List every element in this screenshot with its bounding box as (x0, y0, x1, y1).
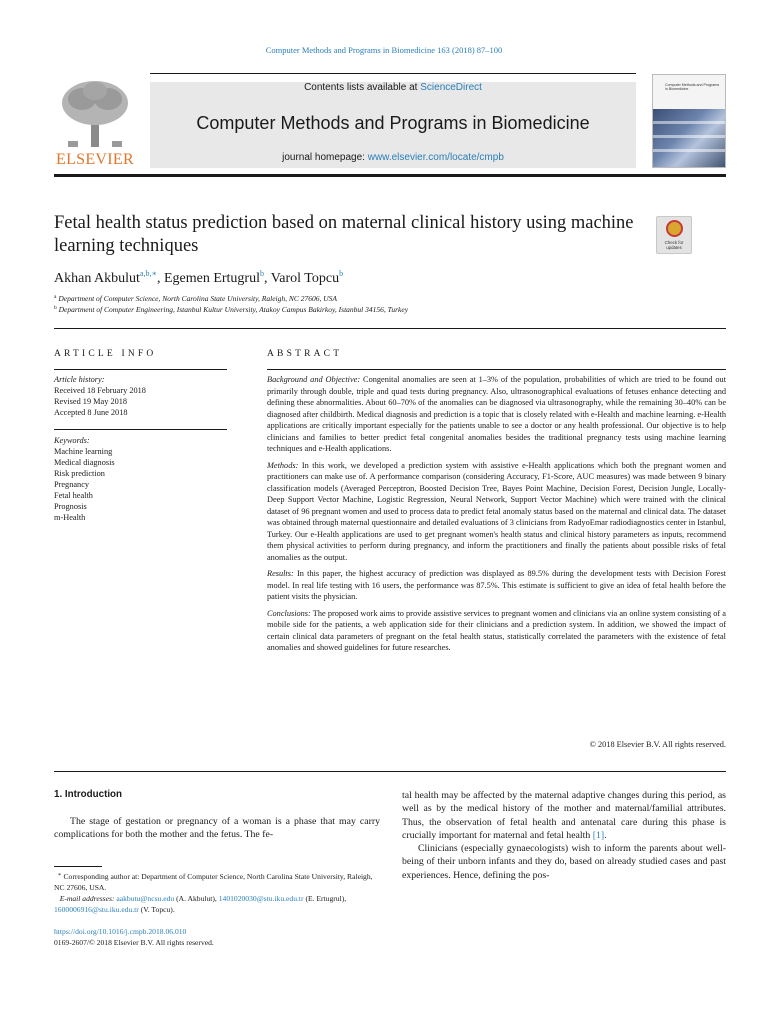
corresponding-author-footnote (54, 870, 380, 894)
check-for-updates-button[interactable] (656, 216, 692, 254)
body-paragraph: Clinicians (especially gynaecologists) wish to inform the parents about well-being of their unborn infants and they do, based on already studied cases and past experiences. Hence, defining the pos- (402, 843, 726, 881)
email-footnote (54, 894, 380, 916)
email-link[interactable]: 1600006916@stu.iku.edu.tr (54, 904, 139, 914)
elsevier-tree-icon (58, 79, 132, 149)
abstract-copyright: © 2018 Elsevier B.V. All rights reserved. (589, 740, 726, 749)
contents-line (150, 82, 636, 93)
abstract-section-label: Methods: (267, 460, 299, 470)
introduction-paragraph: The stage of gestation or pregnancy of a woman is a phase that may carry complications for both the mother and the fetus. The fe- (54, 816, 380, 841)
abstract-rule (267, 369, 726, 370)
cover-stripe (653, 149, 725, 152)
elsevier-logo (54, 79, 136, 169)
paragraph-text: . (604, 829, 607, 841)
cover-title: Computer Methods and Programs in Biomedicine (665, 83, 720, 92)
keywords (54, 435, 227, 523)
abstract-section-label: Conclusions: (267, 608, 311, 618)
affiliation-b (54, 305, 408, 314)
article-history-label: Article history: (54, 375, 105, 384)
article-info-rule (54, 369, 227, 370)
revised-date: Revised 19 May 2018 (54, 397, 128, 406)
abstract-heading: ABSTRACT (267, 349, 343, 359)
cover-header (653, 75, 725, 109)
author-affiliation-marker[interactable]: b (259, 269, 264, 278)
cover-stripe (653, 121, 725, 124)
keyword: Medical diagnosis (54, 458, 115, 467)
email-label: E-mail addresses: (59, 894, 115, 903)
author-name[interactable]: Akhan Akbulut (54, 271, 140, 286)
publisher-name: ELSEVIER (56, 151, 134, 168)
abstract-conclusions (267, 608, 726, 654)
header-bottom-rule (54, 174, 726, 177)
section-heading-introduction: 1. Introduction (54, 789, 123, 800)
affiliation-rule (54, 328, 726, 329)
header-top-rule (150, 73, 636, 74)
contents-prefix: Contents lists available at (304, 82, 421, 93)
footnote-marker: ∗ (57, 872, 62, 878)
abstract-methods (267, 460, 726, 564)
keyword: Pregnancy (54, 480, 90, 489)
right-column-text (402, 789, 726, 882)
affiliation-key: a (54, 294, 57, 300)
received-date: Received 18 February 2018 (54, 386, 146, 395)
keywords-label: Keywords: (54, 436, 90, 445)
email-owner: (E. Ertugrul), (303, 894, 347, 903)
affiliation-a (54, 294, 337, 303)
email-owner: (V. Topcu). (138, 904, 175, 914)
abstract-section-text: In this work, we developed a prediction system with assistive e-Health applications which both the pregnant women and practitioners can make use of. A performance comparison (considering Accuracy, F1-Score, AUC measures) was made between 9 binary classification models (Averaged Perceptron, Boosted Decision Tree, Bayes Point Machine, Decision Forest, Decision Jungle, Locally-Deep Support Vector Machine, Logistic Regression, Neural Network, Support Vector Machine) which were trained with the clinical dataset of 96 pregnant women and used to process data to predict fetal anomaly status based on the maternal and clinical data. The dataset was obtained through maternal questionnaire and detailed evaluations of 3 clinicians from RadyoEmar radiodiagnostics center in Istanbul, Turkey. Our e-Health applications are used to get pregnant women's health status and clinical history parameters as inputs, recommend them physical activities to perform during pregnancy, and inform the practitioners and finally the patients about possible risks of fetal anomalies as the output. (267, 460, 726, 562)
paragraph-text: tal health may be affected by the maternal adaptive changes during this period, as well as by the medical history of the mother and maternal/familial attributes. Thus, the observation of fetal health and antenatal care during this phase is crucially important for maternal and fetal health (402, 790, 726, 841)
abstract-section-text: In this paper, the highest accuracy of prediction was displayed as 89.5% during the development tests with Decision Forest model. In real life testing with 16 users, the performance was 87.5%. This estimate is sufficient to give an idea of fetal health before the patient visits the physician. (267, 569, 726, 601)
author-separator: , (156, 271, 164, 286)
accepted-date: Accepted 8 June 2018 (54, 408, 128, 417)
keyword: Fetal health (54, 491, 93, 500)
author-affiliation-marker[interactable]: b (339, 269, 344, 278)
journal-reference-link[interactable]: Computer Methods and Programs in Biomedicine 163 (2018) 87–100 (265, 45, 503, 55)
author-name[interactable]: Varol Topcu (270, 271, 340, 286)
abstract-bottom-rule (54, 771, 726, 772)
keyword: m-Health (54, 513, 86, 522)
footnote-rule (54, 866, 102, 867)
affiliation-text: Department of Computer Engineering, Istanbul Kultur University, Atakoy Campus Bakirkoy, Istanbul 34156, Turkey (58, 305, 409, 314)
citation-link[interactable]: [1] (592, 829, 605, 841)
abstract-section-text: Congenital anomalies are seen at 1–3% of the population, probabilities of which are tried to be found out primarily through double, triple and quad tests during pregnancy. Also, ultrasonographical evaluations of fetuses enhance detecting and defining these abnormalities. About 60–70% of the anomalies can be diagnosed via ultrasonography, while the remaining 30–40% can be diagnosed after childbirth. Medical diagnosis and prediction is a topic that is closely related with e-Health and machine learning. e-Health applications are critically important especially for the patients unable to see a doctor or any health professional. Our objective is to help clinicians and families to better predict fetal congenital anomalies besides the traditional pregnancy tests using machine learning techniques and e-Health applications. (267, 375, 727, 453)
footnote-text: Corresponding author at: Department of Computer Science, North Carolina State University, Raleigh, NC 27606, USA. (54, 872, 373, 892)
author-separator: , (263, 271, 271, 286)
email-link[interactable]: 1401020030@stu.iku.edu.tr (218, 894, 304, 903)
email-owner: (A. Akbulut), (174, 894, 219, 903)
keyword: Risk prediction (54, 469, 105, 478)
doi-link[interactable] (54, 927, 186, 936)
cover-image (653, 109, 725, 168)
keyword: Machine learning (54, 447, 113, 456)
author-affiliation-marker[interactable]: a,b,∗ (139, 269, 157, 278)
abstract-section-label: Results: (267, 569, 294, 578)
author-list (54, 269, 343, 287)
abstract-results (267, 568, 726, 603)
journal-title: Computer Methods and Programs in Biomedicine (196, 113, 590, 133)
sciencedirect-link[interactable]: ScienceDirect (420, 82, 482, 93)
affiliation-text: Department of Computer Science, North Carolina State University, Raleigh, NC 27606, USA (58, 294, 337, 303)
article-title: Fetal health status prediction based on maternal clinical history using machine learning techniques (54, 213, 634, 256)
email-link[interactable]: aakbutu@ncsu.edu (116, 894, 175, 903)
history-rule (54, 429, 227, 430)
author-name[interactable]: Egemen Ertugrul (163, 271, 260, 286)
abstract-section-text: The proposed work aims to provide assistive services to pregnant women and clinicians via an online system consisting of a mobile side for the patients, a web application side for their clinicians and a prediction system. In addition, we showed the impact of certain clinical data parameters of pregnant on the fetal health status, statistically correlated the parameters with the existence of fetal anomalies and showed guidelines for future researches. (267, 608, 726, 652)
keyword: Prognosis (54, 502, 87, 511)
homepage-prefix: journal homepage: (282, 152, 368, 163)
abstract-body (267, 374, 726, 659)
article-info-heading: ARTICLE INFO (54, 349, 157, 359)
cover-stripe (653, 135, 725, 138)
affiliation-key: b (54, 305, 57, 311)
journal-cover-thumbnail[interactable] (652, 74, 726, 168)
abstract-background (267, 374, 726, 455)
doi-text[interactable]: https://doi.org/10.1016/j.cmpb.2018.06.010 (54, 927, 187, 936)
article-history (54, 374, 227, 418)
homepage-link[interactable]: www.elsevier.com/locate/cmpb (367, 152, 504, 163)
body-paragraph (402, 789, 726, 842)
crossmark-icon (666, 220, 683, 237)
crossmark-label: Check for updates (664, 240, 684, 250)
abstract-section-label: Background and Objective: (267, 375, 361, 384)
homepage-line (150, 152, 636, 163)
issn-line: 0169-2607/© 2018 Elsevier B.V. All rights reserved. (54, 938, 214, 947)
